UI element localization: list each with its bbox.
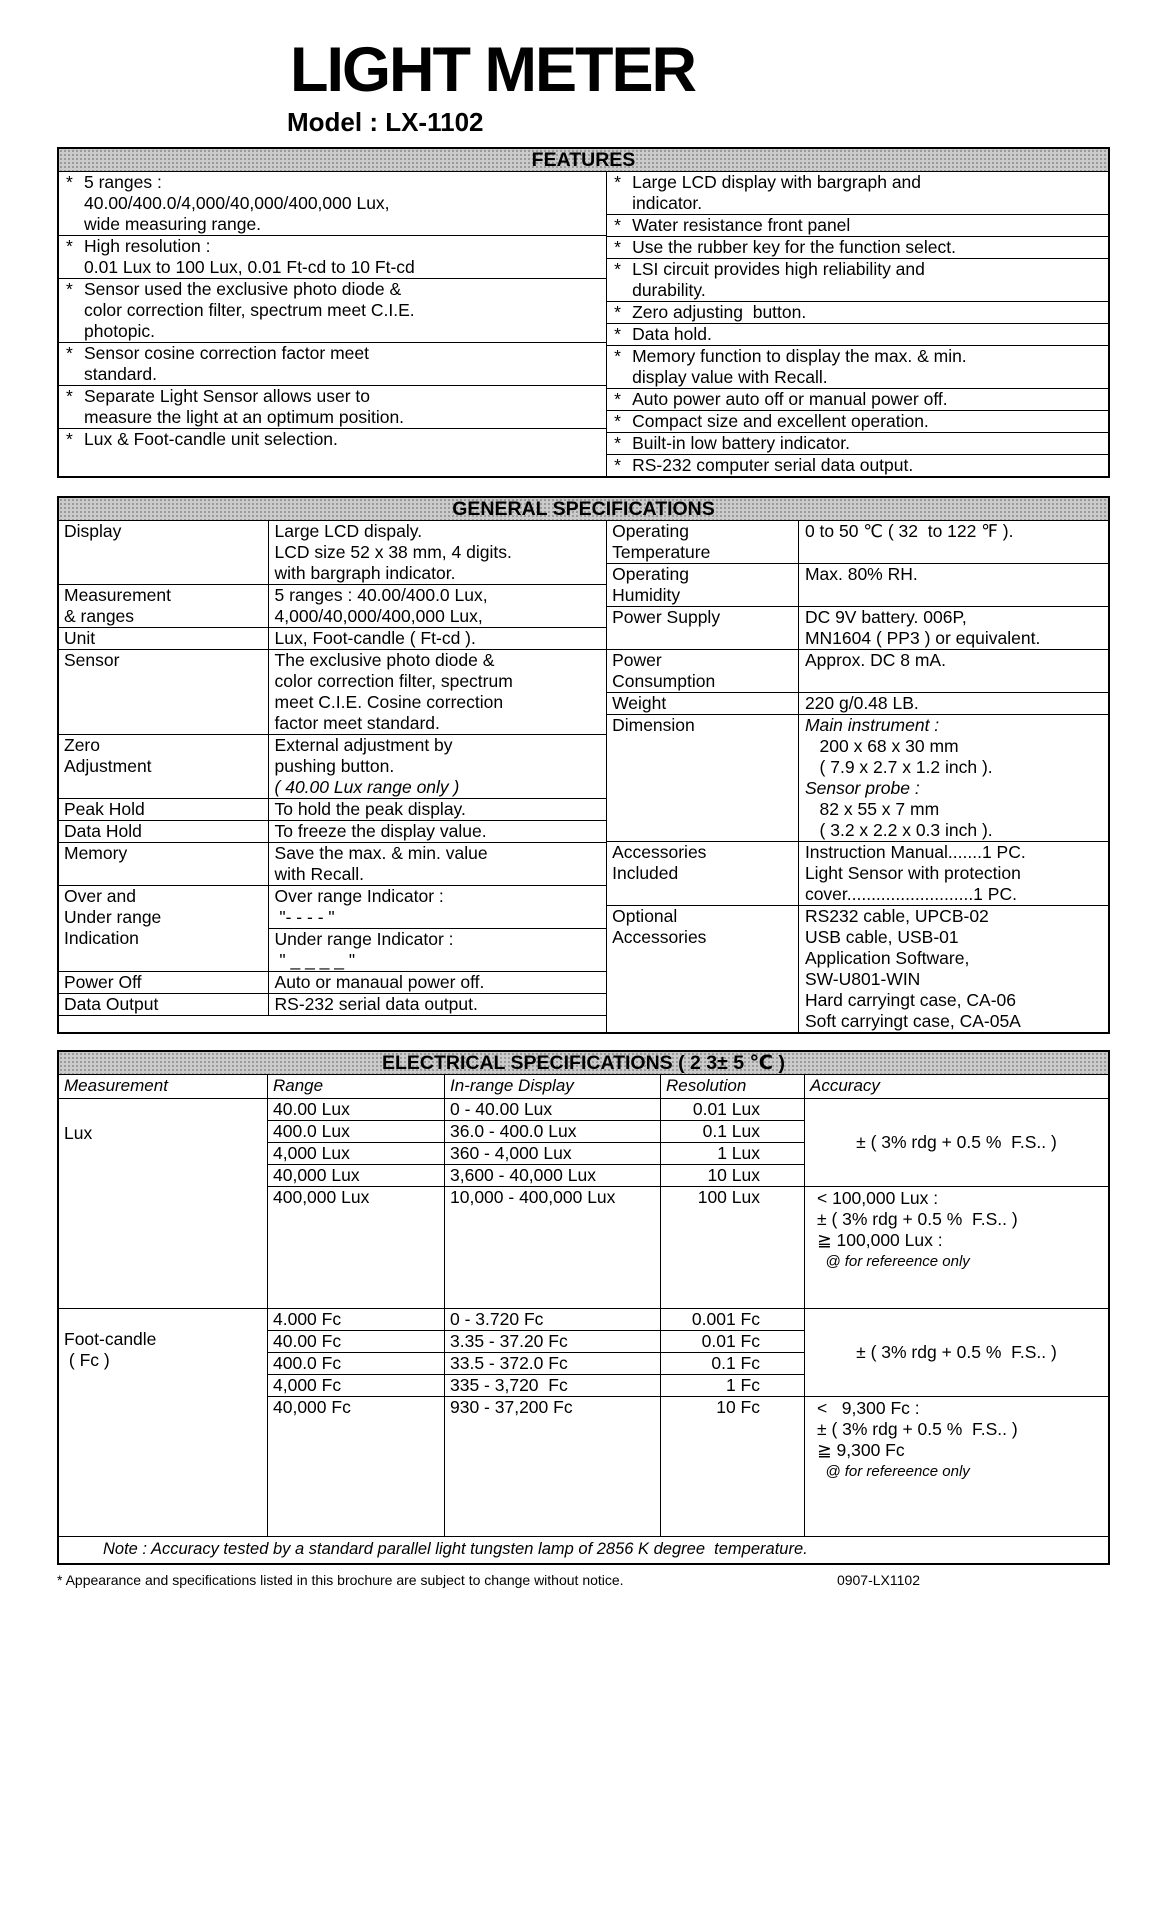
display-cell: 930 - 37,200 Fc <box>444 1396 660 1536</box>
range-cell: 400.0 Lux <box>267 1120 444 1142</box>
features-column-right <box>607 172 1108 476</box>
text-line: ( 7.9 x 2.7 x 1.2 inch ). <box>804 757 993 777</box>
text-line: Data Hold <box>64 821 142 841</box>
text-line: durability. <box>632 280 706 300</box>
text-line: LSI circuit provides high reliability and <box>632 259 925 279</box>
col-header-range: Range <box>267 1075 444 1098</box>
spec-value <box>269 994 607 1015</box>
text-line: Optional <box>612 906 678 926</box>
range-cell: 400.0 Fc <box>267 1352 444 1374</box>
text-line: Instruction Manual.......1 PC. <box>804 842 1026 862</box>
page-footer <box>57 1571 1110 1589</box>
resolution-cell: 0.1 Lux <box>660 1120 804 1142</box>
feature-item <box>607 389 1108 411</box>
spec-label <box>607 564 799 606</box>
text-line: External adjustment by <box>274 735 453 755</box>
text-line: Display <box>64 521 122 541</box>
spec-label <box>59 843 269 885</box>
spec-label <box>59 628 269 649</box>
feature-text <box>632 237 1108 258</box>
feature-text <box>84 343 606 385</box>
text-line: Indication <box>64 928 139 948</box>
text-line: ± ( 3% rdg + 0.5 % F.S.. ) <box>817 1419 1018 1439</box>
text-line: RS-232 computer serial data output. <box>632 455 914 475</box>
text-line: ≧ 100,000 Lux : <box>817 1230 943 1250</box>
text-line: High resolution : <box>84 236 211 256</box>
resolution-cell: 100 Lux <box>660 1186 804 1308</box>
text-line: < 9,300 Fc : <box>817 1398 920 1418</box>
text-line: factor meet standard. <box>274 713 440 733</box>
spec-label <box>59 994 269 1015</box>
text-line: @ for refereence only <box>817 1253 970 1270</box>
spec-label <box>59 585 269 627</box>
text-line: Zero <box>64 735 100 755</box>
text-line: Measurement <box>64 585 171 605</box>
spec-value <box>799 842 1108 905</box>
spec-label <box>607 521 799 563</box>
text-line: wide measuring range. <box>84 214 262 234</box>
feature-text <box>632 455 1108 476</box>
text-line: 40.00/400.0/4,000/40,000/400,000 Lux, <box>84 193 390 213</box>
text-line: Consumption <box>612 671 716 691</box>
text-line: ( 40.00 Lux range only ) <box>274 777 460 797</box>
feature-text <box>84 236 606 278</box>
text-line: Hard carryingt case, CA-06 <box>804 990 1016 1010</box>
text-line: indicator. <box>632 193 703 213</box>
feature-text <box>632 346 1108 388</box>
resolution-cell: 0.01 Fc <box>660 1330 804 1352</box>
text-line: measure the light at an optimum position. <box>84 407 405 427</box>
text-line: Approx. DC 8 mA. <box>804 650 946 670</box>
spec-row <box>607 906 1108 1032</box>
text-line: To hold the peak display. <box>274 799 466 819</box>
text-line: Foot-candle <box>64 1329 157 1349</box>
asterisk-bullet: * <box>614 346 621 366</box>
spec-row <box>607 693 1108 715</box>
spec-value <box>269 821 607 842</box>
spec-row <box>607 607 1108 650</box>
feature-text <box>632 259 1108 301</box>
text-line: Peak Hold <box>64 799 145 819</box>
col-header-accuracy: Accuracy <box>804 1075 1108 1098</box>
feature-item <box>607 302 1108 324</box>
text-line: ( Fc ) <box>64 1350 110 1370</box>
feature-item <box>607 346 1108 389</box>
text-line: ≧ 9,300 Fc <box>817 1440 905 1460</box>
text-line: ± ( 3% rdg + 0.5 % F.S.. ) <box>817 1209 1018 1229</box>
text-line: cover..........................1 PC. <box>804 884 1017 904</box>
spec-label <box>607 693 799 714</box>
spec-row <box>59 994 606 1016</box>
text-line: Unit <box>64 628 96 648</box>
features-header: FEATURES <box>59 149 1108 172</box>
text-line: meet C.I.E. Cosine correction <box>274 692 504 712</box>
display-cell: 3,600 - 40,000 Lux <box>444 1164 660 1186</box>
text-line: with Recall. <box>274 864 365 884</box>
text-line: display value with Recall. <box>632 367 828 387</box>
accuracy-lux-high <box>804 1186 1108 1308</box>
range-cell: 400,000 Lux <box>267 1186 444 1308</box>
spec-label <box>607 607 799 649</box>
text-line: Over range Indicator : <box>274 886 444 906</box>
asterisk-bullet: * <box>614 237 621 257</box>
text-line: " _ _ _ _ " <box>274 950 356 970</box>
feature-item <box>59 172 606 236</box>
text-line: USB cable, USB-01 <box>804 927 959 947</box>
spec-value <box>269 799 607 820</box>
text-line: 200 x 68 x 30 mm <box>804 736 959 756</box>
text-line: Sensor used the exclusive photo diode & <box>84 279 402 299</box>
text-line: Application Software, <box>804 948 970 968</box>
col-header-in-range-display: In-range Display <box>444 1075 660 1098</box>
text-line: Power Off <box>64 972 142 992</box>
feature-text <box>84 172 606 235</box>
range-cell: 40,000 Fc <box>267 1396 444 1536</box>
display-cell: 33.5 - 372.0 Fc <box>444 1352 660 1374</box>
accuracy-lux-main: ± ( 3% rdg + 0.5 % F.S.. ) <box>804 1098 1108 1186</box>
display-cell: 335 - 3,720 Fc <box>444 1374 660 1396</box>
spec-row <box>59 585 606 628</box>
spec-label <box>59 886 269 971</box>
text-line: Accessories <box>612 842 707 862</box>
text-line: SW-U801-WIN <box>804 969 921 989</box>
text-line: Large LCD dispaly. <box>274 521 423 541</box>
feature-item <box>607 324 1108 346</box>
feature-item <box>607 172 1108 215</box>
footer-disclaimer: * Appearance and specifications listed in this brochure are subject to change without notice. <box>57 1572 624 1588</box>
spec-label <box>607 906 799 1032</box>
feature-item <box>607 215 1108 237</box>
feature-text <box>632 411 1108 432</box>
feature-text <box>632 433 1108 454</box>
text-line: Adjustment <box>64 756 152 776</box>
display-cell: 360 - 4,000 Lux <box>444 1142 660 1164</box>
spec-row <box>59 821 606 843</box>
text-line: Sensor cosine correction factor meet <box>84 343 369 363</box>
text-line: Temperature <box>612 542 711 562</box>
range-cell: 40,000 Lux <box>267 1164 444 1186</box>
text-line: Max. 80% RH. <box>804 564 918 584</box>
range-cell: 40.00 Fc <box>267 1330 444 1352</box>
asterisk-bullet: * <box>614 172 621 192</box>
resolution-cell: 10 Fc <box>660 1396 804 1536</box>
spec-label <box>59 650 269 734</box>
text-line: Power Supply <box>612 607 721 627</box>
text-line: Save the max. & min. value <box>274 843 488 863</box>
text-line: Use the rubber key for the function select. <box>632 237 957 257</box>
range-cell: 40.00 Lux <box>267 1098 444 1120</box>
text-line: Compact size and excellent operation. <box>632 411 929 431</box>
feature-item <box>59 386 606 429</box>
asterisk-bullet: * <box>614 411 621 431</box>
electrical-specs-header: ELECTRICAL SPECIFICATIONS ( 2 3± 5 ℃ ) <box>59 1052 1108 1075</box>
feature-text <box>84 429 606 476</box>
spec-label <box>59 799 269 820</box>
display-cell: 3.35 - 37.20 Fc <box>444 1330 660 1352</box>
spec-value <box>269 521 607 584</box>
spec-row <box>59 843 606 886</box>
text-line: The exclusive photo diode & <box>274 650 495 670</box>
text-line: Data hold. <box>632 324 712 344</box>
accuracy-note: Note : Accuracy tested by a standard parallel light tungsten lamp of 2856 K degree temperature. <box>59 1536 1108 1563</box>
text-line: Large LCD display with bargraph and <box>632 172 922 192</box>
text-line: photopic. <box>84 321 156 341</box>
text-line: Lux & Foot-candle unit selection. <box>84 429 338 449</box>
range-cell: 4,000 Fc <box>267 1374 444 1396</box>
text-line: color correction filter, spectrum <box>274 671 513 691</box>
text-line: < 100,000 Lux : <box>817 1188 939 1208</box>
text-line: Zero adjusting button. <box>632 302 807 322</box>
measurement-label-lux: Lux <box>59 1098 267 1308</box>
spec-value <box>269 886 607 971</box>
text-line: Operating <box>612 521 689 541</box>
text-line: Accessories <box>612 927 707 947</box>
spec-row <box>59 650 606 735</box>
text-line: 5 ranges : <box>84 172 162 192</box>
spec-value <box>799 521 1108 563</box>
spec-label <box>59 972 269 993</box>
text-line: 4,000/40,000/400,000 Lux, <box>274 606 483 626</box>
text-line: with bargraph indicator. <box>274 563 456 583</box>
text-line: Sensor <box>64 650 120 670</box>
spec-subvalue <box>269 886 607 929</box>
feature-text <box>632 302 1108 323</box>
spec-row <box>607 650 1108 693</box>
feature-item <box>607 411 1108 433</box>
spec-value <box>269 585 607 627</box>
general-specs-table <box>57 496 1110 1034</box>
spec-value <box>799 715 1108 841</box>
spec-label <box>607 842 799 905</box>
empty-cell <box>59 1016 606 1032</box>
text-line: & ranges <box>64 606 135 626</box>
features-column-left <box>59 172 607 476</box>
footer-doc-code: 0907-LX1102 <box>836 1572 920 1588</box>
spec-value <box>269 972 607 993</box>
accuracy-fc-main: ± ( 3% rdg + 0.5 % F.S.. ) <box>804 1308 1108 1396</box>
text-line: LCD size 52 x 38 mm, 4 digits. <box>274 542 512 562</box>
text-line: MN1604 ( PP3 ) or equivalent. <box>804 628 1041 648</box>
general-specs-right-half <box>607 521 1108 1032</box>
text-line: 5 ranges : 40.00/400.0 Lux, <box>274 585 488 605</box>
spec-value <box>799 650 1108 692</box>
electrical-specs-grid <box>59 1075 1108 1563</box>
asterisk-bullet: * <box>66 279 73 299</box>
page-title: LIGHT METER <box>290 35 695 105</box>
resolution-cell: 0.01 Lux <box>660 1098 804 1120</box>
spec-row <box>59 799 606 821</box>
text-line: Dimension <box>612 715 695 735</box>
accuracy-fc-high <box>804 1396 1108 1536</box>
asterisk-bullet: * <box>614 324 621 344</box>
text-line: 0.01 Lux to 100 Lux, 0.01 Ft-cd to 10 Ft-cd <box>84 257 415 277</box>
resolution-cell: 1 Fc <box>660 1374 804 1396</box>
feature-item <box>59 236 606 279</box>
text-line: Power <box>612 650 662 670</box>
text-line: Water resistance front panel <box>632 215 851 235</box>
resolution-cell: 10 Lux <box>660 1164 804 1186</box>
spec-value <box>799 607 1108 649</box>
asterisk-bullet: * <box>614 433 621 453</box>
spec-subvalue <box>269 929 607 971</box>
text-line: Under range Indicator : <box>274 929 454 949</box>
model-line: Model : LX-1102 <box>287 107 484 137</box>
text-line: "- - - - " <box>274 907 335 927</box>
display-cell: 10,000 - 400,000 Lux <box>444 1186 660 1308</box>
display-cell: 0 - 40.00 Lux <box>444 1098 660 1120</box>
spec-value <box>269 628 607 649</box>
text-line: Sensor probe : <box>804 778 920 798</box>
spec-row <box>59 735 606 799</box>
spec-value <box>269 843 607 885</box>
asterisk-bullet: * <box>66 172 73 192</box>
text-line: Light Sensor with protection <box>804 863 1021 883</box>
spec-value <box>269 735 607 798</box>
spec-value <box>799 693 1108 714</box>
text-line: Weight <box>612 693 667 713</box>
spec-row <box>59 972 606 994</box>
spec-row <box>59 886 606 972</box>
spec-row <box>607 715 1108 842</box>
text-line: @ for refereence only <box>817 1463 970 1480</box>
feature-text <box>632 215 1108 236</box>
text-line: pushing button. <box>274 756 395 776</box>
text-line: Built-in low battery indicator. <box>632 433 850 453</box>
text-line: Main instrument : <box>804 715 940 735</box>
feature-item <box>607 259 1108 302</box>
spec-row <box>59 521 606 585</box>
feature-text <box>84 386 606 428</box>
text-line: ( 3.2 x 2.2 x 0.3 inch ). <box>804 820 993 840</box>
text-line: 82 x 55 x 7 mm <box>804 799 940 819</box>
asterisk-bullet: * <box>614 302 621 322</box>
spec-label <box>59 821 269 842</box>
asterisk-bullet: * <box>614 215 621 235</box>
spec-row <box>607 564 1108 607</box>
text-line: Under range <box>64 907 162 927</box>
text-line: Humidity <box>612 585 681 605</box>
text-line: 220 g/0.48 LB. <box>804 693 919 713</box>
general-specs-left-half <box>59 521 607 1032</box>
text-line: Separate Light Sensor allows user to <box>84 386 370 406</box>
spec-value <box>799 564 1108 606</box>
asterisk-bullet: * <box>614 259 621 279</box>
range-cell: 4,000 Lux <box>267 1142 444 1164</box>
spec-row <box>607 842 1108 906</box>
display-cell: 36.0 - 400.0 Lux <box>444 1120 660 1142</box>
spec-value <box>799 906 1108 1032</box>
text-line: standard. <box>84 364 157 384</box>
display-cell: 0 - 3.720 Fc <box>444 1308 660 1330</box>
feature-item <box>59 279 606 343</box>
resolution-cell: 0.1 Fc <box>660 1352 804 1374</box>
measurement-label-foot-candle <box>59 1308 267 1536</box>
spec-label <box>59 735 269 798</box>
text-line: Over and <box>64 886 136 906</box>
feature-item <box>59 429 606 476</box>
text-line: Lux, Foot-candle ( Ft-cd ). <box>274 628 476 648</box>
feature-item <box>607 455 1108 476</box>
text-line: DC 9V battery. 006P, <box>804 607 967 627</box>
text-line: Auto or manaual power off. <box>274 972 485 992</box>
general-specs-header: GENERAL SPECIFICATIONS <box>59 498 1108 521</box>
text-line: Memory <box>64 843 128 863</box>
asterisk-bullet: * <box>614 455 621 475</box>
electrical-specs-table <box>57 1050 1110 1565</box>
features-body <box>59 172 1108 476</box>
text-line: Soft carryingt case, CA-05A <box>804 1011 1021 1031</box>
asterisk-bullet: * <box>66 386 73 406</box>
feature-text <box>632 172 1108 214</box>
spec-row <box>607 521 1108 564</box>
asterisk-bullet: * <box>66 429 73 449</box>
text-line: RS-232 serial data output. <box>274 994 478 1014</box>
asterisk-bullet: * <box>66 343 73 363</box>
range-cell: 4.000 Fc <box>267 1308 444 1330</box>
asterisk-bullet: * <box>66 236 73 256</box>
feature-item <box>607 237 1108 259</box>
general-specs-body <box>59 521 1108 1032</box>
feature-item <box>59 343 606 386</box>
text-line: Data Output <box>64 994 159 1014</box>
features-table <box>57 147 1110 478</box>
feature-item <box>607 433 1108 455</box>
feature-text <box>632 389 1108 410</box>
resolution-cell: 0.001 Fc <box>660 1308 804 1330</box>
text-line: Memory function to display the max. & min. <box>632 346 967 366</box>
spec-label <box>607 650 799 692</box>
text-line: Auto power auto off or manual power off. <box>632 389 948 409</box>
spec-label <box>607 715 799 841</box>
spec-row <box>59 628 606 650</box>
feature-text <box>84 279 606 342</box>
spec-value <box>269 650 607 734</box>
col-header-measurement: Measurement <box>64 1076 168 1095</box>
text-line: To freeze the display value. <box>274 821 487 841</box>
text-line: 0 to 50 ℃ ( 32 to 122 ℉ ). <box>804 521 1014 541</box>
text-line: Operating <box>612 564 689 584</box>
text-line: RS232 cable, UPCB-02 <box>804 906 989 926</box>
text-line: color correction filter, spectrum meet C.I.E. <box>84 300 415 320</box>
text-line: Included <box>612 863 679 883</box>
col-header-resolution: Resolution <box>660 1075 804 1098</box>
asterisk-bullet: * <box>614 389 621 409</box>
spec-label <box>59 521 269 584</box>
resolution-cell: 1 Lux <box>660 1142 804 1164</box>
feature-text <box>632 324 1108 345</box>
